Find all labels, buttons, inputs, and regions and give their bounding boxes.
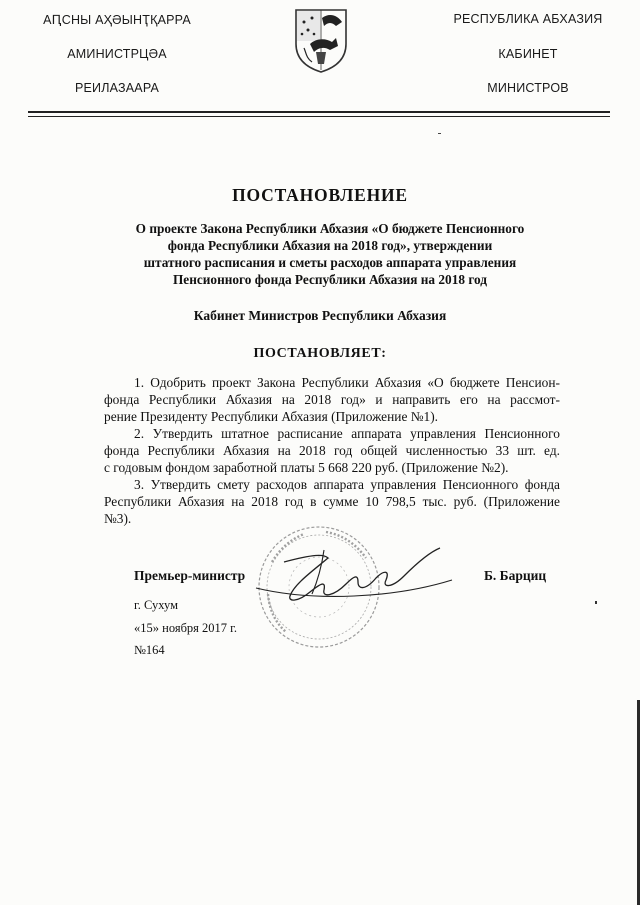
header-left-line-2: АМИНИСТРЦӘА — [67, 47, 167, 61]
header-right-line-1: РЕСПУБЛИКА АБХАЗИЯ — [453, 12, 603, 26]
signatory-name: Б. Барциц — [484, 568, 547, 583]
subject-line: Пенсионного фонда Республики Абхазия на 2018 год — [172, 272, 488, 287]
body-line: рение Президенту Республики Абхазия (Приложение №1). — [104, 409, 439, 424]
subject-line: О проекте Закона Республики Абхазия «О бюджете Пенсионного — [135, 221, 525, 236]
signatory-title: Премьер-министр — [134, 568, 246, 583]
document-number: №164 — [134, 643, 165, 657]
body-line: 2. Утвердить штатное расписание аппарата управления Пенсионного — [134, 426, 560, 441]
body-line: с годовым фондом заработной платы 5 668 220 руб. (Приложение №2). — [104, 460, 509, 475]
body-line: Республики Абхазия на 2018 год в сумме 10 798,5 тыс. руб. (Приложение — [104, 494, 560, 509]
document-title: ПОСТАНОВЛЕНИЕ — [232, 185, 408, 205]
issue-date: «15» ноября 2017 г. — [134, 621, 238, 635]
body-line: 3. Утвердить смету расходов аппарата управления Пенсионного фонда — [134, 477, 560, 492]
scan-speck — [595, 601, 597, 604]
handwritten-signature — [254, 540, 454, 610]
scan-speck — [438, 133, 441, 134]
coat-of-arms-icon — [292, 8, 350, 74]
body-line: фонда Республики Абхазия на 2018 год» и направить его на рассмот- — [104, 392, 560, 407]
header-rule-thick — [28, 111, 610, 113]
header-right-line-3: МИНИСТРОВ — [487, 81, 569, 95]
body-line: фонда Республики Абхазия на 2018 год общей численностью 33 шт. ед. — [104, 443, 560, 458]
body-line: 1. Одобрить проект Закона Республики Абхазия «О бюджете Пенсион- — [134, 375, 560, 390]
issue-place: г. Сухум — [134, 598, 179, 612]
header-rule-thin — [28, 116, 610, 117]
issuer-name: Кабинет Министров Республики Абхазия — [193, 308, 447, 323]
document-body — [104, 374, 560, 527]
subject-line: штатного расписания и сметы расходов аппарата управления — [143, 255, 517, 270]
header-left-line-1: АԤСНЫ АҲӘЫНҬҚАРРА — [43, 13, 191, 27]
body-line: №3). — [104, 511, 132, 526]
subject-line: фонда Республики Абхазия на 2018 год», утверждении — [167, 238, 493, 253]
document-subject — [100, 220, 560, 288]
decrees-heading: ПОСТАНОВЛЯЕТ: — [253, 346, 387, 361]
header-right-line-2: КАБИНЕТ — [498, 47, 558, 61]
header-left-line-3: РЕИЛАЗААРА — [74, 81, 160, 95]
